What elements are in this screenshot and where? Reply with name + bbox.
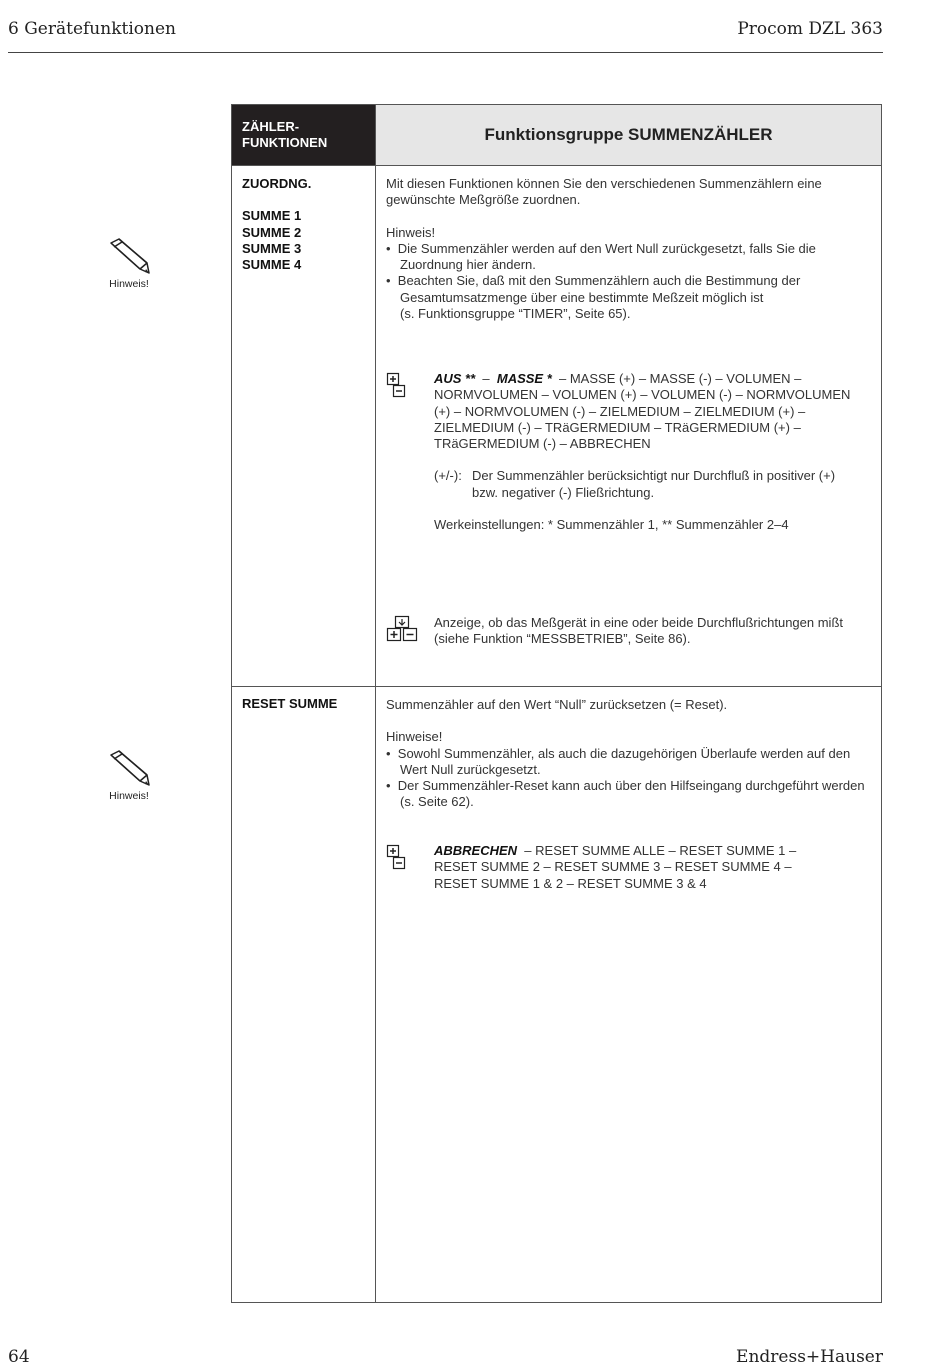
row2-options	[434, 843, 834, 892]
options-list: AUS ** – MASSE * – MASSE (+) – MASSE (-) – VOLUMEN – NORMVOLUMEN – VOLUMEN (+) – VOLUMEN (-) – NORMVOLUMEN (+) – NORMVOLUMEN (-) – ZIELMEDIUM – ZIELMEDIUM (+) – ZIELMEDIUM (-) – TRäGERMEDIUM – TRäGERMEDIUM (+) – TRäGERMEDIUM (-) – ABBRECHEN	[434, 371, 851, 452]
function-name-summe1: SUMME 1	[242, 208, 302, 224]
page-header-product: Procom DZL 363	[737, 19, 883, 39]
plus-minus-key-icon	[386, 372, 408, 400]
head-left-line1: ZÄHLER-	[242, 119, 300, 134]
row1-description	[386, 176, 866, 322]
note-heading: Hinweis!	[386, 224, 436, 240]
factory-settings: Werkeinstellungen: * Summenzähler 1, ** Summenzähler 2–4	[434, 517, 789, 533]
function-table	[231, 104, 882, 1303]
row1-labels	[242, 176, 311, 273]
function-name-reset-summe: RESET SUMME	[242, 696, 338, 711]
note-heading: Hinweise!	[386, 729, 443, 745]
row2-description	[386, 697, 866, 811]
pm-text: Der Summenzähler berücksichtigt nur Durchfluß in positiver (+) bzw. negativer (-) Fließrichtung.	[472, 468, 836, 500]
row-rule	[232, 686, 881, 687]
row1-options	[434, 371, 864, 533]
option-aus: AUS **	[434, 371, 476, 386]
bullet-reference: (s. Funktionsgruppe “TIMER”, Seite 65).	[400, 306, 631, 322]
note-label: Hinweis!	[109, 790, 149, 802]
page-header-section: 6 Gerätefunktionen	[8, 19, 176, 39]
function-name-summe3: SUMME 3	[242, 240, 302, 256]
table-head-title: Funktionsgruppe SUMMENZÄHLER	[376, 105, 881, 165]
bullet-item: • Die Summenzähler werden auf den Wert Null zurückgesetzt, falls Sie die Zuordnung hier ändern.	[386, 240, 816, 273]
display-text: Anzeige, ob das Meßgerät in eine oder beide Durchflußrichtungen mißt (siehe Funktion “MESSBETRIEB”, Seite 86).	[434, 615, 843, 647]
enter-key-icon	[386, 615, 420, 643]
side-note-1	[100, 238, 158, 290]
column-divider	[375, 105, 376, 1302]
description-text: Mit diesen Funktionen können Sie den verschiedenen Summenzählern eine gewünschte Meßgröße zuordnen.	[386, 176, 822, 208]
side-note-2	[100, 750, 158, 802]
options-rest: – RESET SUMME ALLE – RESET SUMME 1 – RESET SUMME 2 – RESET SUMME 3 – RESET SUMME 4 – RESET SUMME 1 & 2 – RESET SUMME 3 & 4	[434, 843, 797, 891]
footer-brand: Endress+Hauser	[736, 1347, 883, 1367]
table-head-left	[232, 105, 375, 165]
note-label: Hinweis!	[109, 278, 149, 290]
bullet-item: • Sowohl Summenzähler, als auch die dazugehörigen Überlaufe werden auf den Wert Null zurückgesetzt.	[386, 745, 851, 777]
plus-minus-key-icon	[386, 844, 408, 872]
options-rest: – MASSE (+) – MASSE (-) – VOLUMEN – NORMVOLUMEN – VOLUMEN (+) – VOLUMEN (-) – NORMVOLUMEN (+) – NORMVOLUMEN (-) – ZIELMEDIUM – ZIELMEDIUM (+) – ZIELMEDIUM (-) – TRäGERMEDIUM – TRäGERMEDIUM (+) – TRäGERMEDIUM (-) – ABBRECHEN	[434, 371, 851, 452]
plus-minus-explanation	[434, 468, 864, 501]
page-number: 64	[8, 1347, 30, 1367]
bullet-item: • Der Summenzähler-Reset kann auch über den Hilfseingang durchgeführt werden (s. Seite 62).	[386, 778, 865, 810]
header-rule	[8, 52, 883, 53]
option-abbrechen: ABBRECHEN	[434, 843, 518, 858]
pm-label: (+/-):	[434, 468, 462, 484]
head-rule	[232, 165, 881, 166]
option-masse: MASSE *	[496, 371, 552, 386]
description-text: Summenzähler auf den Wert “Null” zurücksetzen (= Reset).	[386, 697, 728, 712]
function-name-zuordng: ZUORDNG.	[242, 176, 312, 191]
head-left-line2: FUNKTIONEN	[242, 135, 328, 150]
function-name-summe4: SUMME 4	[242, 257, 302, 273]
pencil-icon	[105, 238, 153, 276]
bullet-item: • Beachten Sie, daß mit den Summenzählern auch die Bestimmung der Gesamtumsatzmenge über eine bestimmte Meßzeit möglich ist	[386, 273, 801, 305]
function-name-summe2: SUMME 2	[242, 224, 302, 240]
pencil-icon	[105, 750, 153, 788]
